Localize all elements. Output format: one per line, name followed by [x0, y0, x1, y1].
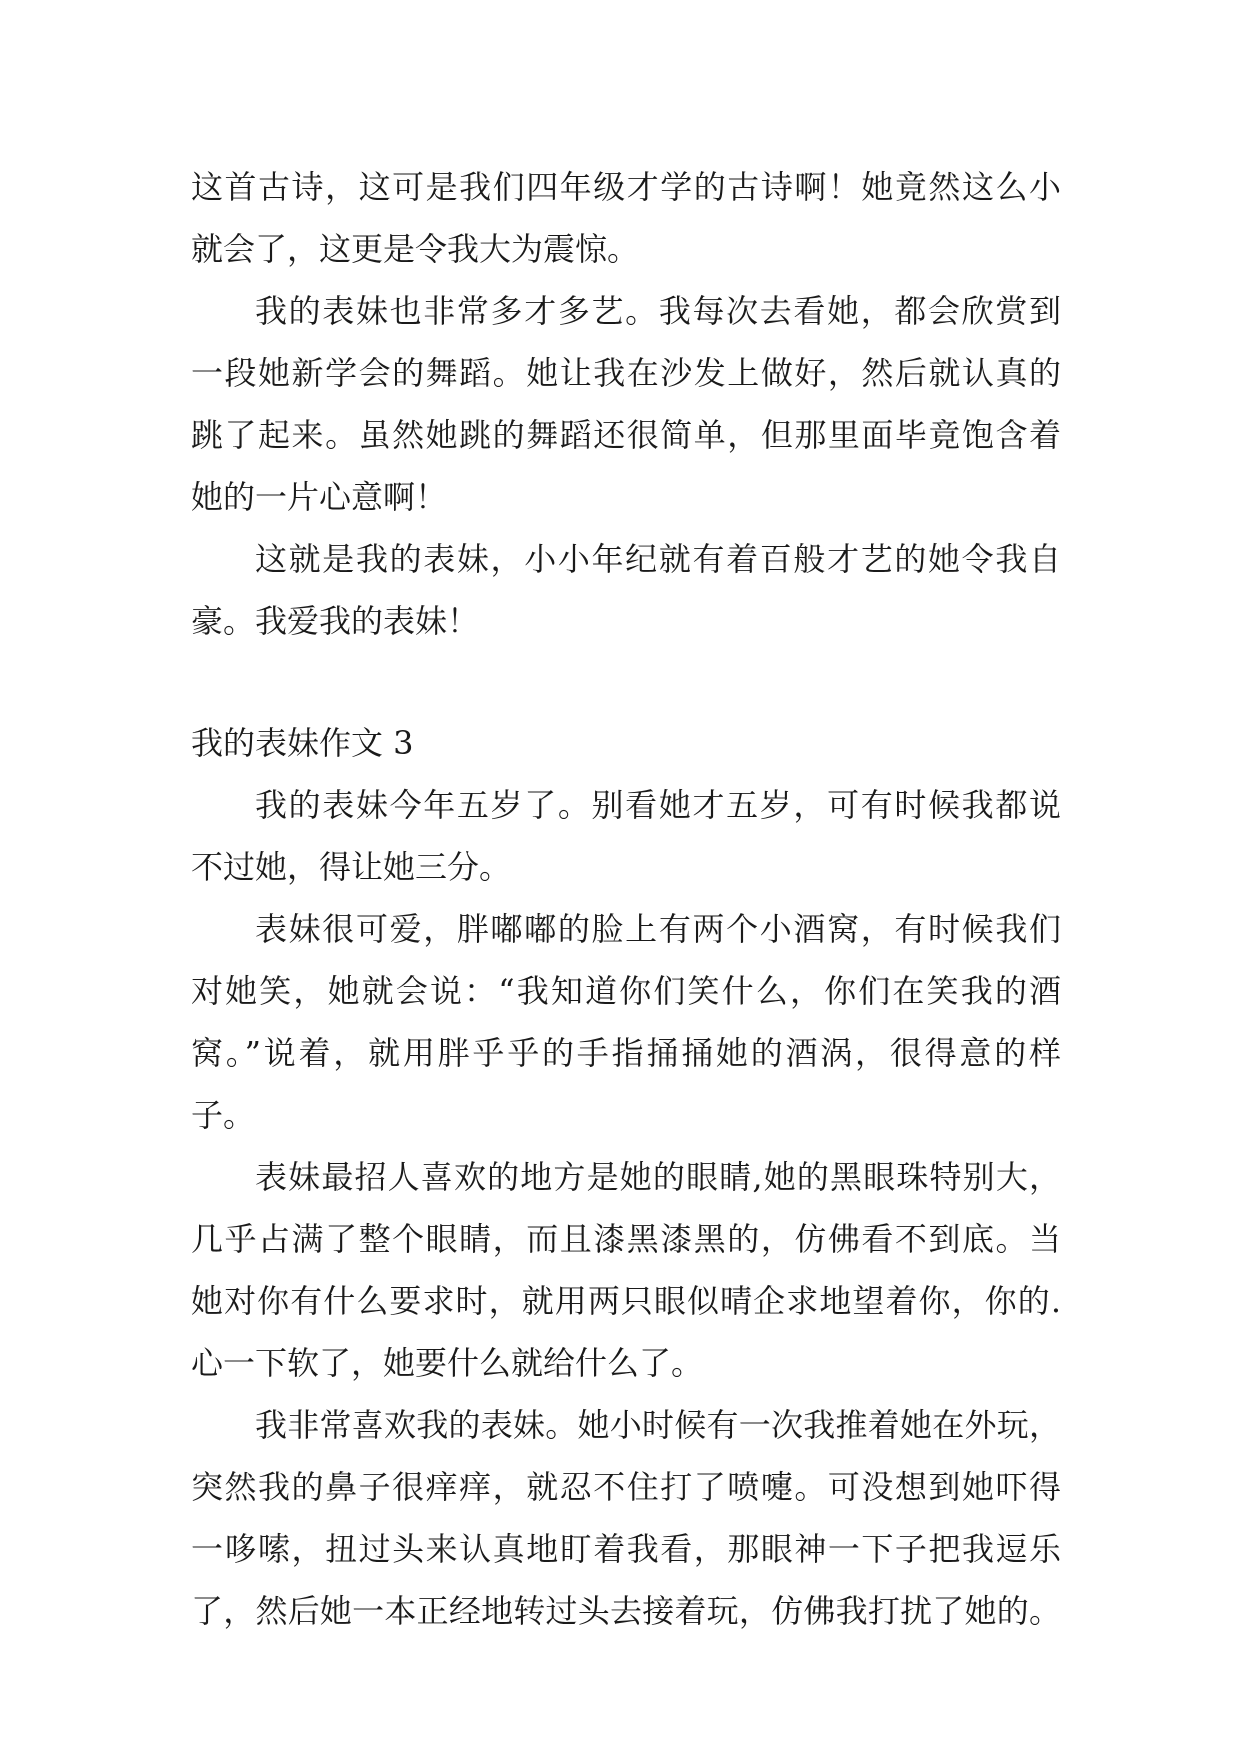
text-line: 心一下软了，她要什么就给什么了。	[191, 1344, 704, 1382]
paragraph-start-line: 我的表妹今年五岁了。别看她才五岁，可有时候我都说	[255, 786, 1061, 824]
document-page	[191, 156, 1061, 1642]
text-line: 跳了起来。虽然她跳的舞蹈还很简单，但那里面毕竟饱含着	[191, 416, 1061, 454]
paragraph-start-line: 表妹最招人喜欢的地方是她的眼睛,她的黑眼珠特别大，	[255, 1158, 1061, 1196]
text-line: 这首古诗，这可是我们四年级才学的古诗啊！她竟然这么小	[191, 168, 1061, 206]
section-spacer	[191, 652, 1061, 712]
text-line: 对她笑，她就会说：“我知道你们笑什么，你们在笑我的酒	[191, 972, 1061, 1010]
text-line: 豪。我爱我的表妹！	[191, 602, 480, 640]
text-line: 不过她，得让她三分。	[191, 848, 512, 886]
section-heading: 我的表妹作文 3	[191, 724, 414, 762]
text-line: 她的一片心意啊！	[191, 478, 448, 516]
text-line: 一段她新学会的舞蹈。她让我在沙发上做好，然后就认真的	[191, 354, 1061, 392]
text-line: 了，然后她一本正经地转过头去接着玩，仿佛我打扰了她的。	[191, 1592, 1061, 1630]
paragraph-start-line: 这就是我的表妹，小小年纪就有着百般才艺的她令我自	[255, 540, 1061, 578]
text-line: 突然我的鼻子很痒痒，就忍不住打了喷嚏。可没想到她吓得	[191, 1468, 1061, 1506]
paragraph-start-line: 表妹很可爱，胖嘟嘟的脸上有两个小酒窝，有时候我们	[255, 910, 1061, 948]
text-line: 一哆嗦，扭过头来认真地盯着我看，那眼神一下子把我逗乐	[191, 1530, 1061, 1568]
paragraph-start-line: 我非常喜欢我的表妹。她小时候有一次我推着她在外玩，	[255, 1406, 1061, 1444]
text-line: 子。	[191, 1096, 256, 1134]
text-line: 几乎占满了整个眼睛，而且漆黑漆黑的，仿佛看不到底。当	[191, 1220, 1061, 1258]
text-line: 窝。”说着，就用胖乎乎的手指捅捅她的酒涡，很得意的样	[191, 1034, 1061, 1072]
text-line: 她对你有什么要求时，就用两只眼似晴企求地望着你，你的.	[191, 1282, 1061, 1320]
text-line: 就会了，这更是令我大为震惊。	[191, 230, 640, 268]
paragraph-start-line: 我的表妹也非常多才多艺。我每次去看她，都会欣赏到	[255, 292, 1061, 330]
